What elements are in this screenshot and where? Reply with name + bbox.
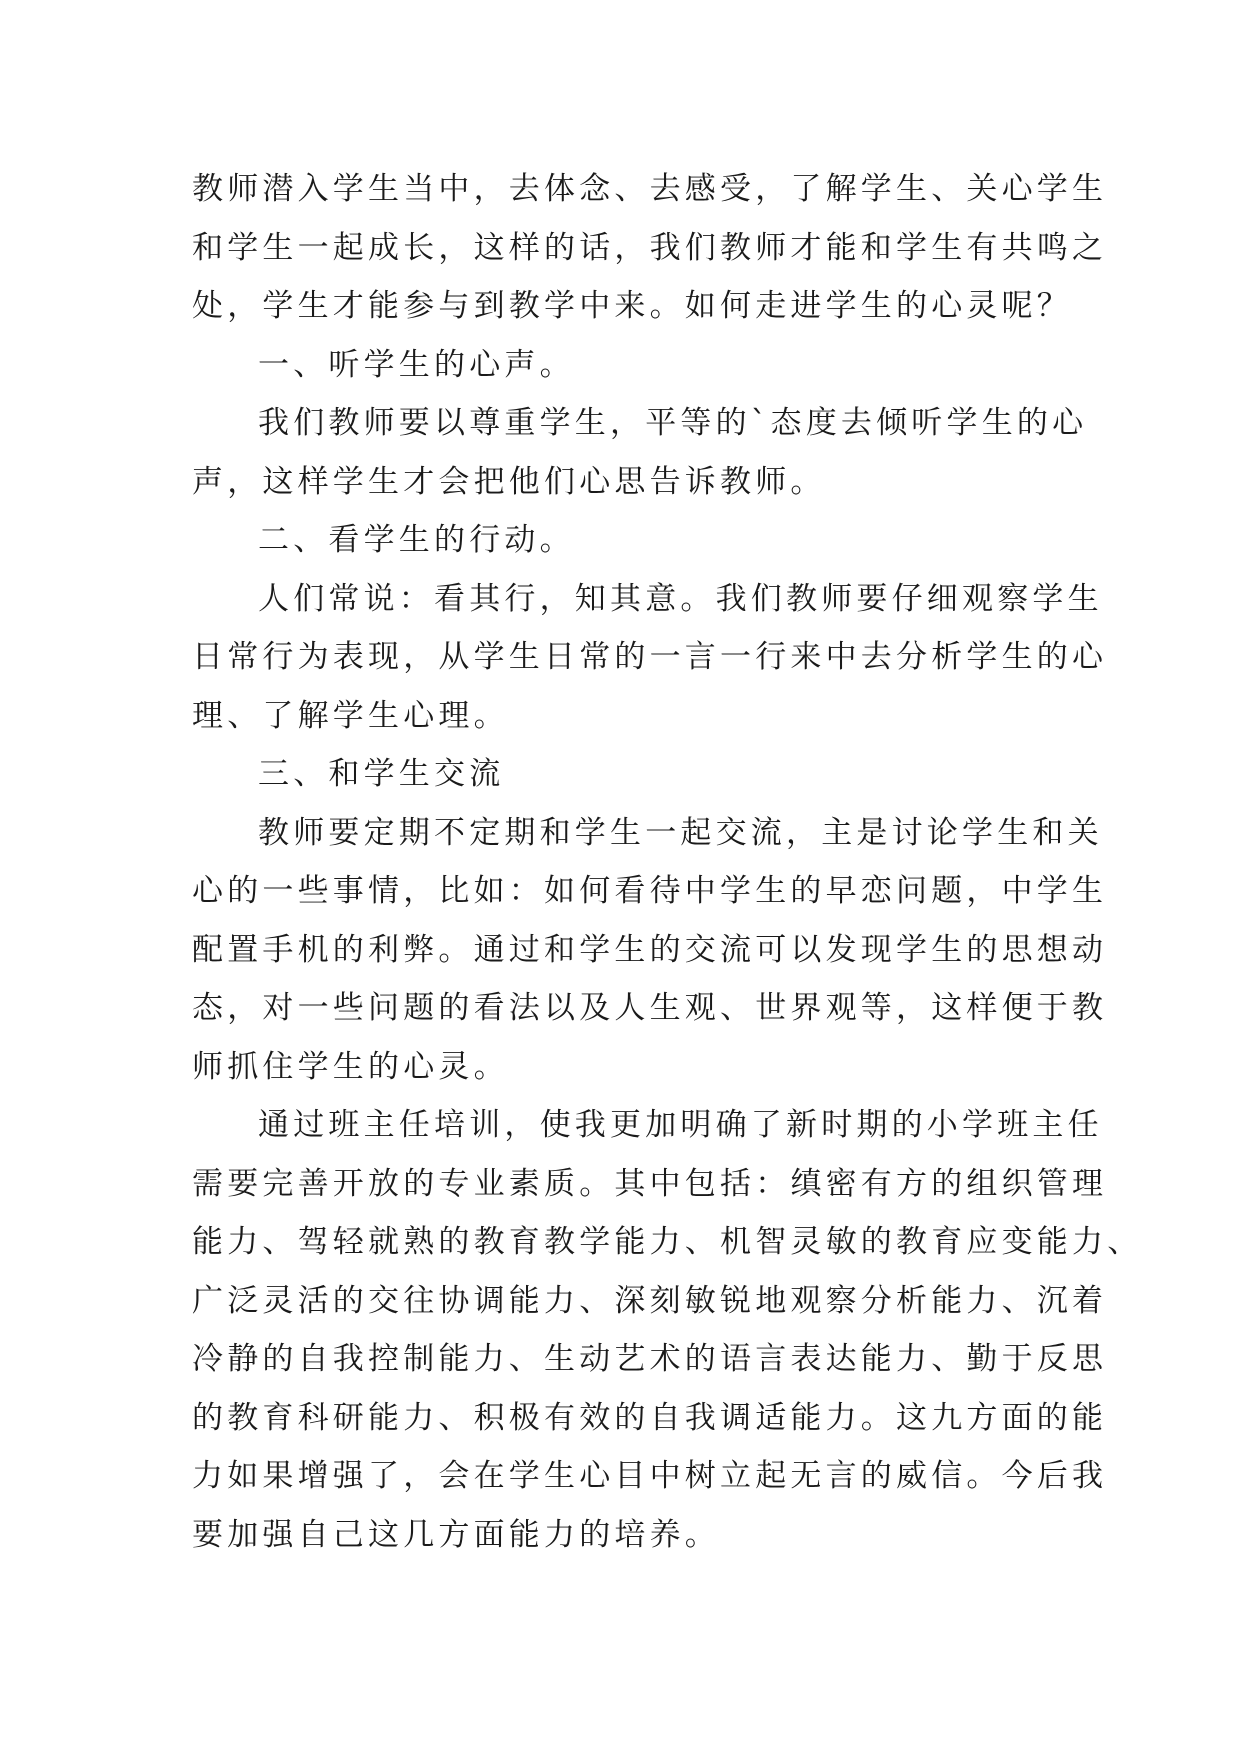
text-line: 理、了解学生心理。 — [192, 697, 509, 734]
text-line: 态，对一些问题的看法以及人生观、世界观等，这样便于教 — [192, 990, 1108, 1026]
text-line: 的教育科研能力、积极有效的自我调适能力。这九方面的能 — [192, 1399, 1108, 1436]
section-heading-3: 三、和学生交流 — [258, 756, 505, 792]
text-line: 处，学生才能参与到教学中来。如何走进学生的心灵呢？ — [192, 288, 1072, 324]
text-line: 师抓住学生的心灵。 — [192, 1048, 509, 1085]
document-body — [192, 160, 1143, 1564]
text-line: 我们教师要以尊重学生，平等的`态度去倾听学生的心 — [258, 405, 1088, 441]
text-line: 冷静的自我控制能力、生动艺术的语言表达能力、勤于反思 — [192, 1341, 1108, 1377]
text-line: 心的一些事情，比如：如何看待中学生的早恋问题，中学生 — [192, 873, 1108, 909]
text-line: 配置手机的利弊。通过和学生的交流可以发现学生的思想动 — [192, 931, 1108, 968]
text-line: 教师要定期不定期和学生一起交流，主是讨论学生和关 — [258, 814, 1103, 851]
text-line: 人们常说：看其行，知其意。我们教师要仔细观察学生 — [258, 580, 1103, 617]
section-heading-1: 一、听学生的心声。 — [258, 346, 575, 383]
text-line: 力如果增强了，会在学生心目中树立起无言的威信。今后我 — [192, 1458, 1108, 1494]
text-line: 能力、驾轻就熟的教育教学能力、机智灵敏的教育应变能力、 — [192, 1224, 1143, 1260]
text-line: 和学生一起成长，这样的话，我们教师才能和学生有共鸣之 — [192, 229, 1108, 266]
text-line: 广泛灵活的交往协调能力、深刻敏锐地观察分析能力、沉着 — [192, 1282, 1108, 1319]
text-line: 日常行为表现，从学生日常的一言一行来中去分析学生的心 — [192, 639, 1108, 675]
text-line: 声，这样学生才会把他们心思告诉教师。 — [192, 463, 826, 500]
text-line: 通过班主任培训，使我更加明确了新时期的小学班主任 — [258, 1107, 1103, 1143]
text-line: 需要完善开放的专业素质。其中包括：缜密有方的组织管理 — [192, 1165, 1108, 1202]
text-line: 要加强自己这几方面能力的培养。 — [192, 1516, 720, 1553]
section-heading-2: 二、看学生的行动。 — [258, 522, 575, 558]
text-line: 教师潜入学生当中，去体念、去感受，了解学生、关心学生 — [192, 171, 1108, 207]
